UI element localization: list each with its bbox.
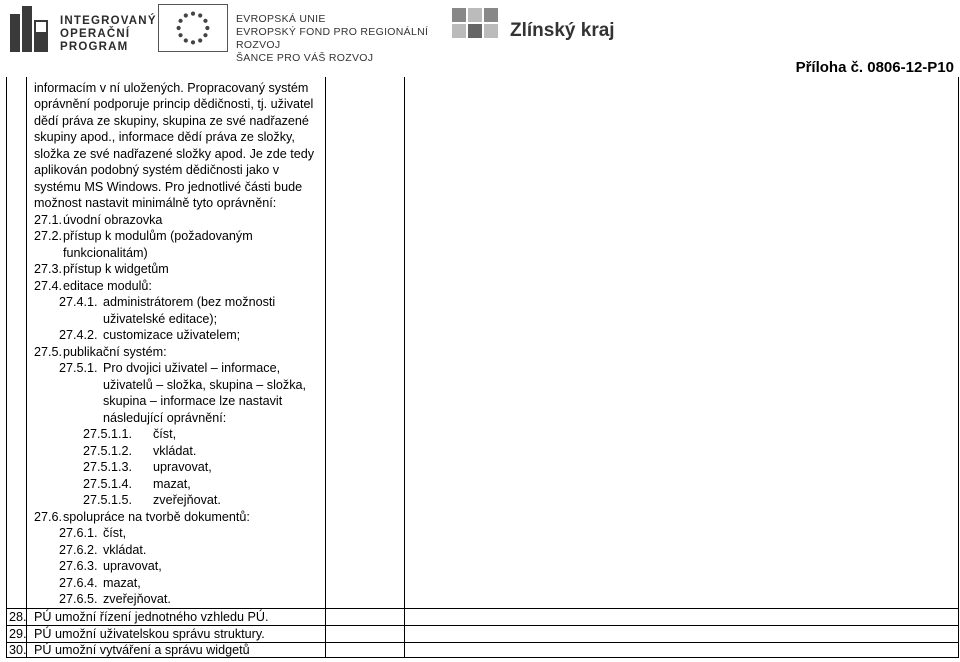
zlin-region-logo — [452, 8, 622, 52]
list-item-number: 27.6.4. — [59, 576, 98, 590]
list-item-number: 27.5.1.1. — [83, 427, 133, 441]
list-item: upravovat, — [153, 460, 212, 474]
annex-label: Příloha č. 0806-12-P10 — [795, 59, 954, 76]
table-column-border — [325, 77, 326, 658]
list-item: customizace uživatelem; — [103, 328, 241, 342]
list-item: vkládat. — [153, 444, 197, 458]
list-item-number: 27.5. — [34, 345, 63, 359]
iop-logo-mark-icon — [8, 4, 52, 54]
list-item-number: 27.6. — [34, 510, 63, 524]
paragraph-line: aplikován podobný systém dědičnosti jako v — [34, 163, 280, 177]
paragraph-line: systému MS Windows. Pro jednotlivé části bude — [34, 180, 303, 194]
document-header — [0, 0, 960, 76]
eu-logo-line: EVROPSKÁ UNIE — [236, 13, 326, 25]
paragraph-line: oprávnění podporuje princip dědičnosti, tj. uživatel — [34, 97, 314, 111]
paragraph-line: složka ze své nadřazené složky apod. Je zde tedy — [34, 147, 315, 161]
list-item-number: 27.4. — [34, 279, 63, 293]
eu-logo-line: EVROPSKÝ FOND PRO REGIONÁLNÍ ROZVOJ — [236, 26, 429, 51]
zlin-region-mark-icon — [452, 8, 502, 50]
list-item: funkcionalitám) — [63, 246, 148, 260]
list-item: spolupráce na tvorbě dokumentů: — [63, 510, 250, 524]
list-item: publikační systém: — [63, 345, 167, 359]
table-border-left — [6, 77, 7, 658]
list-item-number: 27.5.1.3. — [83, 460, 133, 474]
row-text: PÚ umožní uživatelskou správu struktury. — [34, 627, 265, 641]
table-number-column-border — [26, 77, 27, 608]
table-column-border — [404, 77, 405, 658]
list-item-number: 27.6.5. — [59, 592, 98, 606]
list-item-number: 27.4.1. — [59, 295, 98, 309]
paragraph-line: skupiny apod., informace dědí práva ze složky, — [34, 130, 295, 144]
list-item: číst, — [153, 427, 177, 441]
list-item: editace modulů: — [63, 279, 152, 293]
row-number: 28. — [9, 610, 27, 624]
list-item-number: 27.6.3. — [59, 559, 98, 573]
paragraph-line: dědí práva ze skupiny, skupina ze své nadřazené — [34, 114, 309, 128]
list-item: uživatelské editace); — [103, 312, 218, 326]
list-item: následující oprávnění: — [103, 411, 227, 425]
list-item-number: 27.5.1.2. — [83, 444, 133, 458]
list-item-number: 27.4.2. — [59, 328, 98, 342]
list-item: přístup k widgetům — [63, 262, 169, 276]
list-item-number: 27.2. — [34, 229, 63, 243]
iop-logo-line: PROGRAM — [60, 41, 129, 53]
row-number: 30. — [9, 643, 27, 657]
list-item-number: 27.6.1. — [59, 526, 98, 540]
list-item: zveřejňovat. — [103, 592, 171, 606]
region-name: Zlínský kraj — [510, 20, 615, 41]
list-item-number: 27.3. — [34, 262, 63, 276]
list-item: vkládat. — [103, 543, 147, 557]
list-item-number: 27.5.1. — [59, 361, 98, 375]
paragraph-line: možnost nastavit minimálně tyto oprávnění: — [34, 196, 277, 210]
table-border-right — [958, 77, 959, 658]
eu-logo-line: ŠANCE PRO VÁŠ ROZVOJ — [236, 52, 374, 64]
list-item-number: 27.1. — [34, 213, 63, 227]
list-item-number: 27.5.1.5. — [83, 493, 133, 507]
list-item: administrátorem (bez možnosti — [103, 295, 276, 309]
iop-logo — [8, 4, 157, 54]
list-item: Pro dvojici uživatel – informace, — [103, 361, 281, 375]
list-item: úvodní obrazovka — [63, 213, 163, 227]
row-text: PÚ umožní vytváření a správu widgetů — [34, 643, 250, 657]
requirements-table — [6, 77, 959, 658]
row-text: PÚ umožní řízení jednotného vzhledu PÚ. — [34, 610, 269, 624]
list-item: číst, — [103, 526, 127, 540]
iop-logo-line: INTEGROVANÝ — [60, 15, 157, 27]
list-item: přístup k modulům (požadovaným — [63, 229, 253, 243]
list-item: skupina – informace lze nastavit — [103, 394, 283, 408]
iop-logo-line: OPERAČNÍ — [60, 28, 131, 40]
list-item: zveřejňovat. — [153, 493, 221, 507]
list-item: uživatelů – složka, skupina – složka, — [103, 378, 307, 392]
list-item: mazat, — [103, 576, 141, 590]
eu-logo — [158, 4, 448, 64]
row-number: 29. — [9, 627, 27, 641]
list-item-number: 27.6.2. — [59, 543, 98, 557]
list-item-number: 27.5.1.4. — [83, 477, 133, 491]
eu-flag-icon — [158, 4, 228, 52]
list-item: upravovat, — [103, 559, 162, 573]
list-item: mazat, — [153, 477, 191, 491]
paragraph-line: informacím v ní uložených. Propracovaný systém — [34, 81, 309, 95]
